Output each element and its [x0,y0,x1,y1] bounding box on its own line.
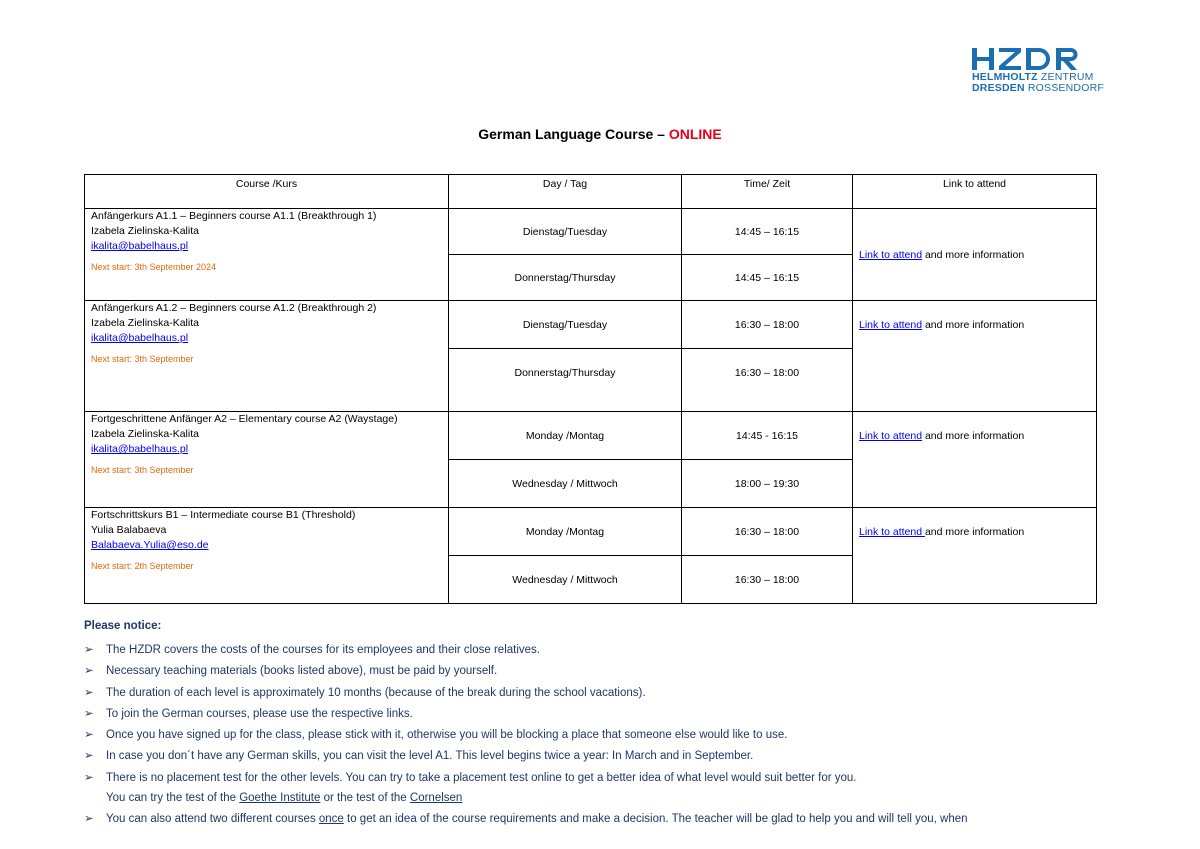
link-to-attend[interactable]: Link to attend [859,430,923,442]
arrow-bullet-icon: ➢ [84,665,94,678]
day-cell: Dienstag/Tuesday [449,301,682,349]
notice-heading: Please notice: [84,620,162,632]
next-start-date: Next start: 3th September 2024 [91,262,217,272]
course-name: Anfängerkurs A1.2 – Beginners course A1.2 (Breakthrough 2) [91,302,377,314]
time-cell: 18:00 – 19:30 [682,460,853,508]
link-cell [853,412,1097,508]
time-cell: 16:30 – 18:00 [682,508,853,556]
link-cell [853,209,1097,301]
link-cell [853,301,1097,412]
teacher-name: Izabela Zielinska-Kalita [91,428,199,440]
link-to-attend[interactable]: Link to attend [859,319,923,331]
course-name: Fortgeschrittene Anfänger A2 – Elementary course A2 (Waystage) [91,413,398,425]
link-cell [853,508,1097,604]
list-item: ➢ Necessary teaching materials (books listed above), must be paid by yourself. [84,661,1124,682]
day-cell: Monday /Montag [449,508,682,556]
link-to-attend[interactable]: Link to attend [859,526,925,538]
day-cell: Donnerstag/Thursday [449,255,682,301]
next-start-date: Next start: 3th September [91,465,194,475]
course-name: Anfängerkurs A1.1 – Beginners course A1.1 (Breakthrough 1) [91,210,377,222]
teacher-email-link[interactable]: ikalita@babelhaus.pl [91,240,189,252]
table-row [85,301,1097,349]
time-cell: 14:45 – 16:15 [682,255,853,301]
cornelsen-link[interactable]: Cornelsen [409,792,463,805]
link-suffix: and more information [922,430,1025,442]
link-suffix: and more information [922,248,1025,261]
link-to-attend[interactable]: Link to attend [859,248,923,261]
list-item: ➢ There is no placement test for the other levels. You can try to take a placement test online to get a better idea of what level would suit better for you. [84,768,1124,789]
next-start-date: Next start: 2th September [91,561,194,571]
header-time: Time/ Zeit [682,175,853,209]
course-cell [85,209,449,301]
arrow-bullet-icon: ➢ [84,729,94,742]
arrow-bullet-icon: ➢ [84,707,94,720]
day-cell: Wednesday / Mittwoch [449,556,682,604]
notice-section [84,620,1124,830]
course-table [84,174,1097,604]
placement-test-line: You can try the test of the Goethe Institute or the test of the Cornelsen [106,792,463,805]
logo-line-1: HELMHOLTZ ZENTRUM [972,71,1094,83]
notice-list [84,640,1124,789]
time-cell: 16:30 – 18:00 [682,556,853,604]
teacher-email-link[interactable]: Balabaeva.Yulia@eso.de [91,539,209,551]
course-name: Fortschrittskurs B1 – Intermediate course B1 (Threshold) [91,509,356,521]
table-row [85,209,1097,255]
list-item: ➢ To join the German courses, please use the respective links. [84,704,1124,725]
teacher-name: Izabela Zielinska-Kalita [91,317,199,329]
header-link: Link to attend [853,175,1097,209]
header-course: Course /Kurs [85,175,449,209]
list-item: ➢ The duration of each level is approximately 10 months (because of the break during the school vacations). [84,683,1124,704]
list-item: ➢ You can also attend two different courses once to get an idea of the course requirements and make a decision. The teacher will be glad to help you and will tell you, when [84,809,1124,830]
day-cell: Wednesday / Mittwoch [449,460,682,508]
course-cell [85,301,449,412]
page-title: German Language Course – ONLINE [478,126,722,142]
teacher-email-link[interactable]: ikalita@babelhaus.pl [91,332,189,344]
teacher-email-link[interactable]: ikalita@babelhaus.pl [91,443,189,455]
hzdr-logo-mark [972,46,1096,72]
arrow-bullet-icon: ➢ [84,750,94,763]
course-cell [85,412,449,508]
next-start-date: Next start: 3th September [91,354,194,364]
link-suffix: and more information [924,526,1025,538]
link-suffix: and more information [922,319,1025,331]
arrow-bullet-icon: ➢ [84,686,94,699]
notice-list-cont [84,809,1124,830]
table-header-row [85,175,1097,209]
arrow-bullet-icon: ➢ [84,771,94,784]
header-day: Day / Tag [449,175,682,209]
time-cell: 16:30 – 18:00 [682,349,853,412]
time-cell: 14:45 - 16:15 [682,412,853,460]
list-item: ➢ In case you don´t have any German skills, you can visit the level A1. This level begins twice a year: In March and in September. [84,746,1124,767]
teacher-name: Yulia Balabaeva [91,524,167,536]
online-label: ONLINE [668,126,722,142]
arrow-bullet-icon: ➢ [84,813,94,826]
once-emphasis: once [318,813,344,826]
table-row [85,412,1097,460]
day-cell: Donnerstag/Thursday [449,349,682,412]
teacher-name: Izabela Zielinska-Kalita [91,225,199,237]
list-item: ➢ Once you have signed up for the class, please stick with it, otherwise you will be blocking a place that someone else would like to use. [84,725,1124,746]
time-cell: 14:45 – 16:15 [682,209,853,255]
hzdr-logo [972,46,1104,94]
table-row [85,508,1097,556]
time-cell: 16:30 – 18:00 [682,301,853,349]
list-item: ➢ The HZDR covers the costs of the courses for its employees and their close relatives. [84,640,1124,661]
day-cell: Monday /Montag [449,412,682,460]
goethe-institute-link[interactable]: Goethe Institute [239,792,321,805]
course-cell [85,508,449,604]
day-cell: Dienstag/Tuesday [449,209,682,255]
arrow-bullet-icon: ➢ [84,644,94,656]
logo-line-2: DRESDEN ROSSENDORF [972,82,1104,94]
